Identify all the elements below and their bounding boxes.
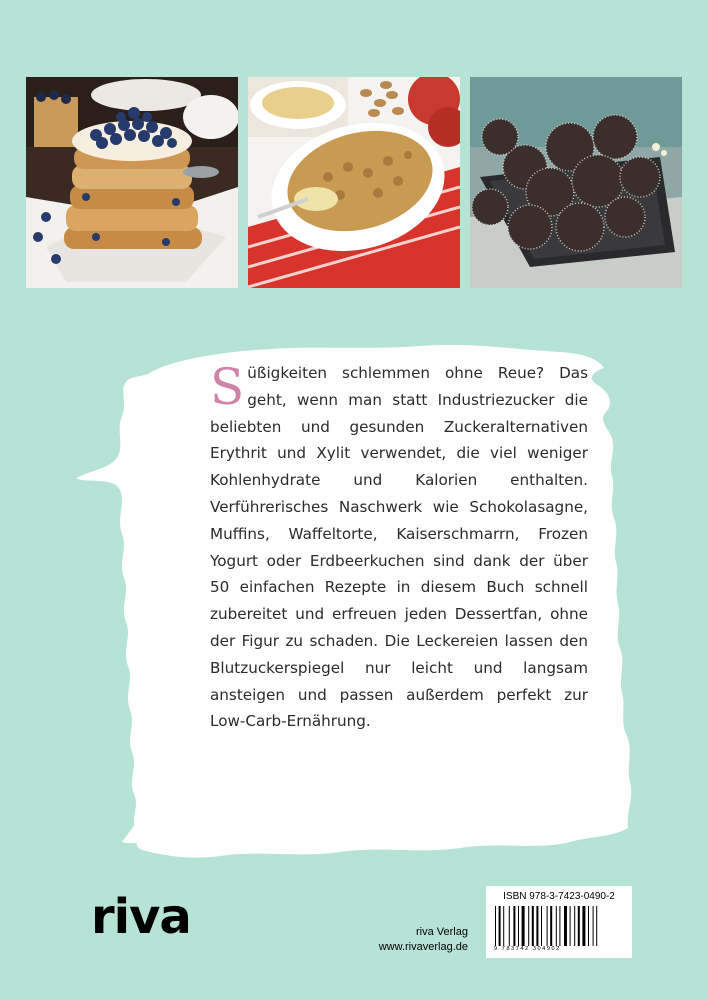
isbn-barcode-box bbox=[486, 886, 632, 958]
riva-logo: riva bbox=[91, 889, 191, 945]
barcode-bar bbox=[570, 906, 571, 946]
publisher-info bbox=[379, 925, 468, 955]
blurb-text bbox=[210, 360, 588, 735]
barcode-bar bbox=[513, 906, 515, 946]
barcode-bar bbox=[541, 906, 542, 946]
drop-cap: S bbox=[210, 358, 245, 416]
barcode-bar bbox=[574, 906, 575, 946]
barcode-bar bbox=[582, 906, 585, 946]
barcode-bar bbox=[588, 906, 589, 946]
barcode-bar bbox=[578, 906, 580, 946]
barcode-digits: 9 783742 304902 bbox=[494, 946, 561, 952]
barcode-bar bbox=[596, 906, 597, 946]
isbn-label: ISBN 978-3-7423-0490-2 bbox=[503, 891, 615, 902]
barcode-bar bbox=[556, 906, 557, 946]
barcode-bar bbox=[550, 906, 552, 946]
barcode-bar bbox=[564, 906, 567, 946]
publisher-name: riva Verlag bbox=[416, 926, 468, 938]
publisher-url: www.rivaverlag.de bbox=[378, 941, 468, 953]
blurb-paragraph: üßigkeiten schlemmen ohne Reue? Das geht, wenn man statt Industriezucker die beliebten und gesunden Zuckeralternativen Erythrit und Xylit verwendet, die viel weniger Kohlenhydrate und Kalorien enthalten. Verführerisches Naschwerk wie Schokolasagne, Muffins, Waffeltorte, Kaiserschmarrn, Frozen Yogurt oder Erdbeerkuchen sind dank der über 50 einfachen Rezepte in diesem Buch schnell zubereitet und erfreuen jeden Dessertfan, ohne der Figur zu schaden. Die Leckereien lassen den Blutzuckerspiegel nur leicht und langsam ansteigen und passen außerdem perfekt zur Low-Carb-Ernährung. bbox=[210, 364, 588, 731]
barcode-bar bbox=[503, 906, 504, 946]
barcode-icon bbox=[495, 906, 623, 946]
barcode-bar bbox=[499, 906, 501, 946]
barcode-bar bbox=[559, 906, 560, 946]
barcode-bar bbox=[536, 906, 538, 946]
barcode-bar bbox=[495, 906, 496, 946]
barcode-bar bbox=[532, 906, 534, 946]
barcode-bar bbox=[547, 906, 548, 946]
barcode-bar bbox=[528, 906, 529, 946]
barcode-bar bbox=[593, 906, 594, 946]
barcode-bar bbox=[522, 906, 525, 946]
barcode-bar bbox=[518, 906, 519, 946]
barcode-bar bbox=[509, 906, 510, 946]
